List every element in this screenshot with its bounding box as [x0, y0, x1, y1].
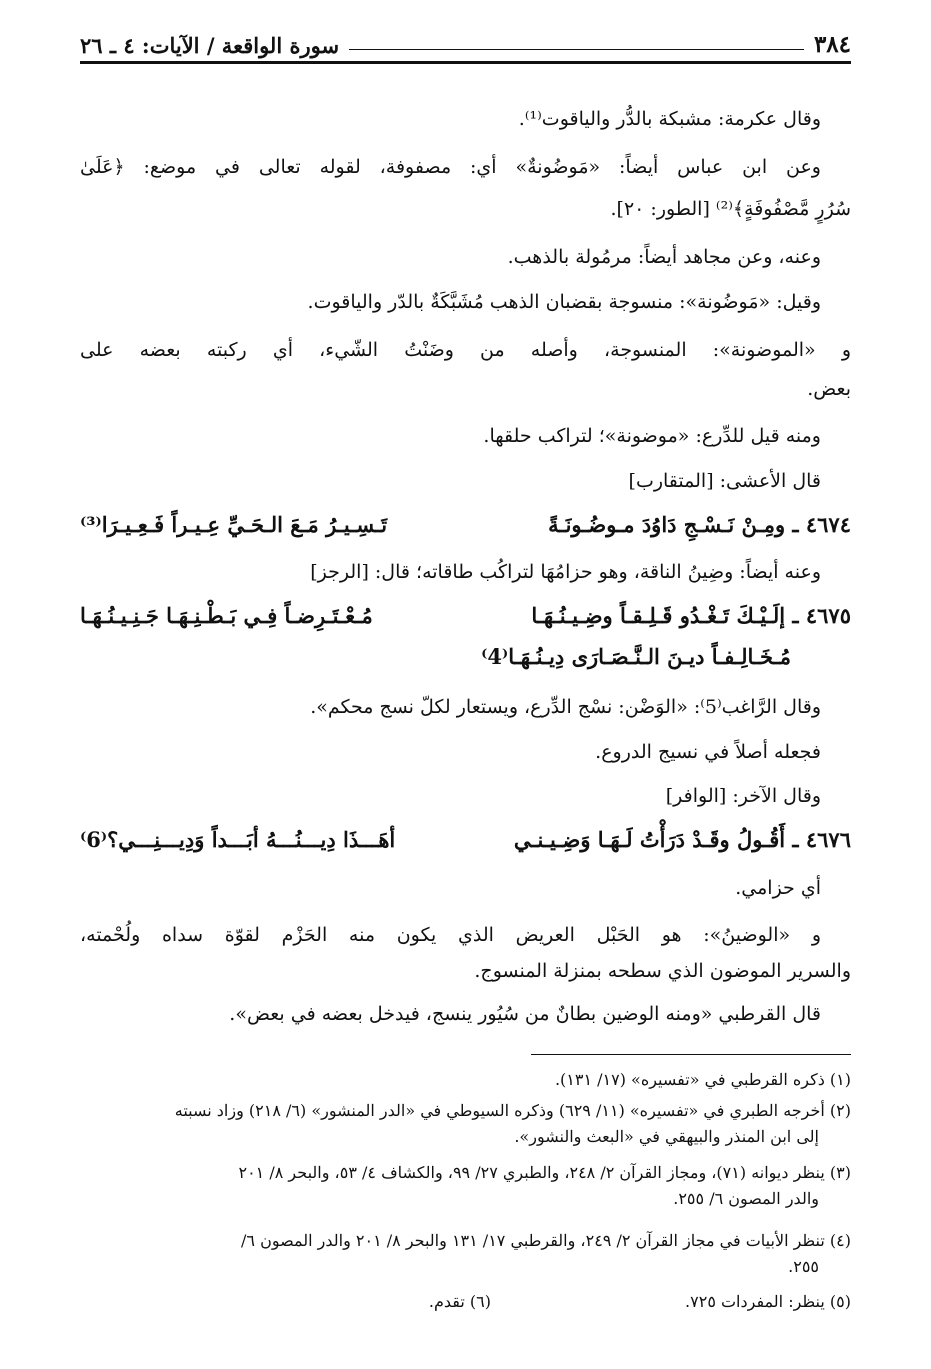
- text-line: وعنه، وعن مجاهد أيضاً: مرمُولة بالذهب.: [507, 246, 821, 268]
- text-line: أي حزامي.: [735, 877, 821, 899]
- text-line: قال القرطبي «ومنه الوضين بطانٌ من سُيُور ينسج، فيدخل بعضه في بعض».: [229, 1003, 821, 1025]
- page: [80, 24, 851, 1354]
- text-line: وعن ابن عباس أيضاً: «مَوضُونةٌ» أي: مصفوفة، لقوله تعالى في موضع: ﴿عَلَىٰ: [80, 156, 821, 178]
- footnote: إلى ابن المنذر والبيهقي في «البعث والنشور».: [514, 1127, 819, 1146]
- text-line: و «الوضينُ»: هو الحَبْل العريض الذي يكون منه الحَزْم لقوّة سداه ولُحْمته،: [80, 924, 821, 946]
- text-line: والسرير الموضون الذي سطحه بمنزلة المنسوج.: [474, 960, 851, 982]
- text-line: و «الموضونة»: المنسوجة، وأصله من وضَنْتُ الشّيء، أي ركبته بعضه على: [80, 339, 851, 361]
- text-line: وقال الرَّاغب⁽5⁾: «الوَضْن: نسْج الدِّرع، ويستعار لكلّ نسج محكم».: [310, 696, 821, 718]
- page-number: ٣٨٤: [813, 31, 851, 58]
- footnote: والدر المصون ٦/ ٢٥٥.: [673, 1189, 819, 1208]
- text-line: ومنه قيل للدِّرع: «موضونة»؛ لتراكب حلقها.: [483, 425, 821, 447]
- verse-hemistich-right: ٤٦٧٦ ـ أَقُـولُ وقَـدْ دَرَأْتُ لَـهَـا وَضِـيـنـي: [513, 827, 851, 852]
- verse-hemistich-right: ٤٦٧٤ ـ ومِـنْ نَـسْـجِ دَاوُدَ مـوضُـونَـةً: [548, 512, 851, 537]
- verse-4676: [80, 825, 851, 855]
- text-line: وقيل: «مَوضُونة»: منسوجة بقضبان الذهب مُشَبَّكَةٌ بالدّر والياقوت.: [307, 291, 821, 313]
- header-title: سورة الواقعة / الآيات: ٤ ـ ٢٦: [80, 33, 340, 58]
- text-line: وقال عكرمة: مشبكة بالدُّر والياقوت⁽¹⁾.: [518, 108, 821, 130]
- verse-hemistich-left: مُـعْـتَـرِضـاً فِـي بَـطْـنِـهَـا جَـنِـيـنُـهَـا: [80, 603, 373, 628]
- verse-4674: [80, 510, 851, 540]
- text-line: فجعله أصلاً في نسيج الدروع.: [595, 741, 821, 763]
- verse-hemistich-left: أهَـــذَا دِيـــنُـــهُ أبَـــداً وَدِيـــنِـــي؟⁽6⁾: [80, 827, 396, 852]
- footnote: (٣) ينظر ديوانه (٧١)، ومجاز القرآن ٢/ ٢٤٨، والطبري ٢٧/ ٩٩، والكشاف ٤/ ٥٣، والبحر ٨/ ٢٠١: [238, 1163, 851, 1182]
- text-line: بعض.: [807, 378, 851, 400]
- footnote: (٦) تقدم.: [428, 1292, 491, 1311]
- footnote: (١) ذكره القرطبي في «تفسيره» (١٧/ ١٣١).: [554, 1070, 851, 1089]
- verse-hemistich-right: ٤٦٧٥ ـ إلَـيْـكَ تَـغْـدُو قَـلِـقـاً وضِـيـنُـهَـا: [531, 603, 851, 628]
- text-line: سُرُرٍ مَّصْفُوفَةٍ﴾⁽²⁾ [الطور: ٢٠].: [610, 198, 851, 220]
- footnote: (٥) ينظر: المفردات ٧٢٥.: [685, 1292, 851, 1311]
- verse-4675: [80, 601, 851, 631]
- verse-4675-line2: مُـخَـالِـفـاً ديـنَ الـنَّـصَـارَى دِيـنُـهَـا⁽4⁾: [481, 644, 791, 669]
- footnote-divider: [531, 1054, 851, 1055]
- running-header: [80, 24, 851, 64]
- footnote: (٤) تنظر الأبيات في مجاز القرآن ٢/ ٢٤٩، والقرطبي ١٧/ ١٣١ والبحر ٨/ ٢٠١ والدر المصون ٦/: [241, 1231, 851, 1250]
- header-rule: [349, 49, 804, 50]
- footnote: ٢٥٥.: [788, 1257, 819, 1276]
- text-line: وعنه أيضاً: وضِينُ الناقة، وهو حزامُهَا لتراكُب طاقاته؛ قال: [الرجز]: [310, 561, 821, 583]
- verse-hemistich-left: تَـسِـيـرُ مَـعَ الـحَـيِّ عِـيـراً فَـعِـيـرَا⁽³⁾: [80, 512, 388, 537]
- footnote: (٢) أخرجه الطبري في «تفسيره» (١١/ ٦٢٩) وذكره السيوطي في «الدر المنشور» (٦/ ٢١٨) وزاد نسبته: [174, 1101, 851, 1120]
- text-line: وقال الآخر: [الوافر]: [665, 785, 821, 807]
- text-line: قال الأعشى: [المتقارب]: [628, 470, 821, 492]
